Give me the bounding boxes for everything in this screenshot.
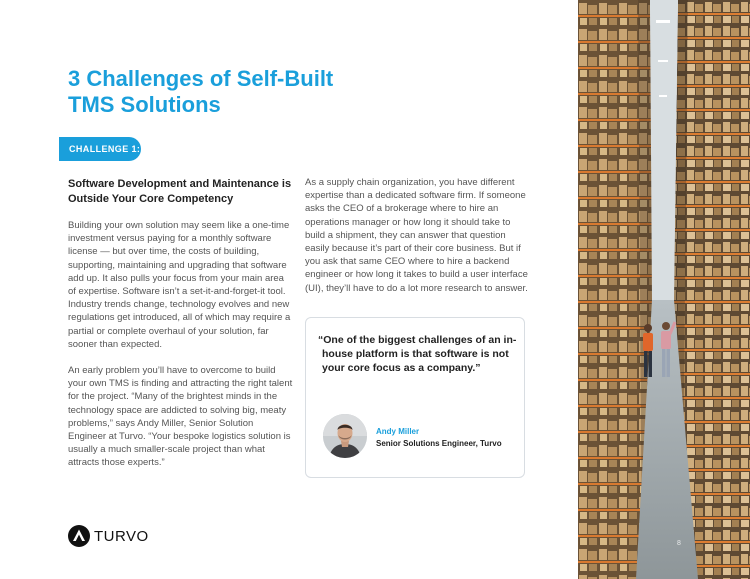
page-title bbox=[68, 66, 388, 118]
body-paragraph-2: An early problem you’ll have to overcome to build your own TMS is finding and attracting the right talent for the project. “Many of the brightest minds in the technology space are addicted to solving big, meaty problems,” says Andy Miller, Senior Solution Engineer at Turvo. “Your bespoke logistics solution is usually a much smaller-scale project than what attracts those experts.” bbox=[68, 365, 293, 469]
quote-author-role: Senior Solutions Engineer, Turvo bbox=[376, 439, 502, 448]
quote-card bbox=[305, 317, 525, 478]
challenge-subheading: Software Development and Maintenance is Outside Your Core Competency bbox=[68, 178, 292, 205]
turvo-logo bbox=[68, 525, 149, 547]
logo-wordmark: TURVO bbox=[94, 527, 149, 545]
person-avatar bbox=[323, 414, 367, 458]
quote-text: “One of the biggest challenges of an in-house platform is that software is not your core focus as a company.” bbox=[318, 334, 517, 374]
body-paragraph-1: Building your own solution may seem like a one-time investment versus paying for a monthly software license — but over time, the costs of building, supporting, maintaining and upgrading that software add up. It also pulls your focus from your main area of expertise. Software isn’t a set-it-and-forget-it tool. Industry trends change, technology evolves and new regulations get introduced, all of which may require a partial or complete overhaul of your solution, far sooner than expected. bbox=[68, 220, 291, 350]
body-paragraph-3: As a supply chain organization, you have different expertise than a dedicated software firm. If someone asks the CEO of a brokerage where to hire an operations manager or how long it should take to build a shipment, they can answer that question easily because it’s part of their core business. But if you ask that same CEO where to hire a backend engineer or how long it takes to build a user interface (UI), they’ll have to do a lot more research to answer. bbox=[305, 177, 528, 294]
page-title-line-1: 3 Challenges of Self-Built bbox=[68, 66, 334, 91]
challenge-badge: CHALLENGE 1: bbox=[59, 137, 141, 161]
page-title-line-2: TMS Solutions bbox=[68, 92, 221, 117]
warehouse-photo bbox=[578, 0, 750, 579]
turvo-logo-mark-icon bbox=[68, 525, 90, 547]
quote-author-name: Andy Miller bbox=[376, 427, 420, 436]
page-number: 8 bbox=[677, 540, 681, 547]
